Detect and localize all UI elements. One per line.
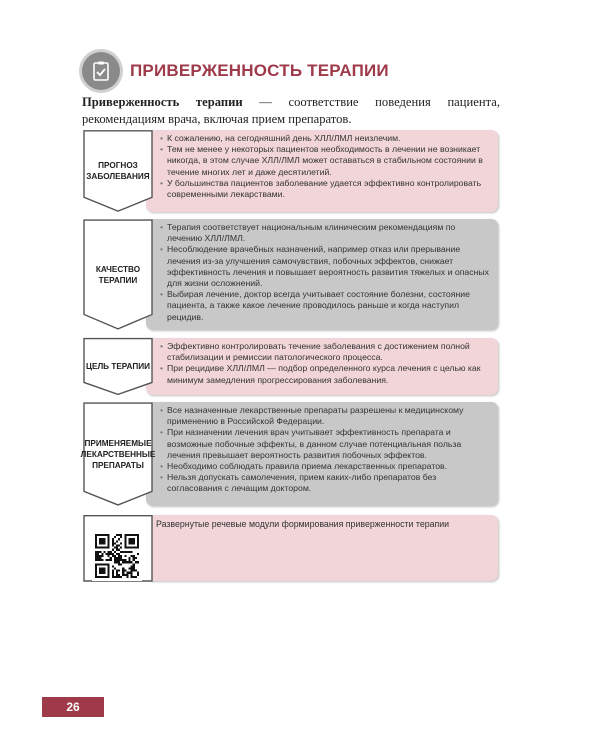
qr-module: [95, 555, 97, 557]
row-qr: [82, 515, 498, 581]
qr-module: [120, 559, 122, 561]
qr-module: [131, 574, 133, 576]
qr-module: [97, 551, 99, 553]
qr-module: [137, 561, 139, 563]
page-number: 26: [42, 697, 104, 717]
qr-module: [99, 557, 101, 559]
qr-module: [135, 576, 137, 578]
list-item: • Выбирая лечение, доктор всегда учитывает состояние болезни, состояние пациента, а также какое лечение проводилось раньше и когда наступил рецидив.: [160, 289, 490, 323]
qr-module: [133, 559, 135, 561]
qr-module: [129, 551, 131, 553]
list-item: • У большинства пациентов заболевание удается эффективно контролировать современными лекарствами.: [160, 178, 490, 200]
qr-module: [118, 538, 120, 540]
qr-module: [118, 576, 120, 578]
qr-module: [120, 536, 122, 538]
qr-module: [131, 576, 133, 578]
qr-module: [99, 555, 101, 557]
list-item: • К сожалению, на сегодняшний день ХЛЛ/ЛМЛ неизлечим.: [160, 133, 490, 144]
qr-module: [120, 576, 122, 578]
qr-module: [116, 557, 118, 559]
list-item: • Несоблюдение врачебных назначений, например отказ или прерывание лечения из-за улучшения самочувствия, побочных эффектов, снижает эффективность лечения и повышает вероятность развития тяжелых и опасных для жизни осложнений.: [160, 244, 490, 289]
qr-module: [118, 563, 120, 565]
qr-module: [110, 559, 112, 561]
qr-module: [116, 570, 118, 572]
qr-module: [133, 568, 135, 570]
qr-module: [116, 576, 118, 578]
qr-module: [116, 561, 118, 563]
qr-module: [112, 565, 114, 567]
label-line: ПРЕПАРАТЫ: [92, 460, 144, 470]
list-item: • Тем не менее у некоторых пациентов необходимость в лечении не возникает никогда, в этом случае ХЛЛ/ЛМЛ может оставаться в стабильном состоянии в течение многих лет и даже десятилетий.: [160, 144, 490, 178]
qr-module: [131, 568, 133, 570]
qr-module: [124, 559, 126, 561]
qr-module: [120, 534, 122, 536]
qr-module: [131, 570, 133, 572]
qr-module: [112, 574, 114, 576]
label-medications: [82, 402, 154, 506]
qr-module: [110, 551, 112, 553]
qr-module: [135, 570, 137, 572]
qr-module: [95, 551, 97, 553]
qr-module: [120, 557, 122, 559]
list-item: • Необходимо соблюдать правила приема лекарственных препаратов.: [160, 461, 490, 472]
qr-module: [118, 559, 120, 561]
qr-module: [116, 559, 118, 561]
qr-module: [129, 568, 131, 570]
qr-module: [112, 553, 114, 555]
qr-module: [137, 553, 139, 555]
qr-module: [116, 540, 118, 542]
page-title: ПРИВЕРЖЕННОСТЬ ТЕРАПИИ: [130, 61, 389, 80]
qr-module: [118, 570, 120, 572]
qr-module: [124, 555, 126, 557]
qr-module: [108, 555, 110, 557]
qr-module: [114, 547, 116, 549]
qr-module: [114, 536, 116, 538]
qr-module: [122, 570, 124, 572]
qr-module: [135, 557, 137, 559]
qr-module: [95, 557, 97, 559]
qr-module: [112, 538, 114, 540]
qr-module: [105, 559, 107, 561]
qr-module: [129, 557, 131, 559]
qr-module: [133, 563, 135, 565]
qr-module: [116, 553, 118, 555]
qr-module: [129, 572, 131, 574]
label-line: ПРИМЕНЯЕМЫЕ: [84, 438, 152, 448]
qr-module: [126, 572, 128, 574]
qr-module: [112, 570, 114, 572]
qr-module: [114, 559, 116, 561]
label-line: ПРОГНОЗ: [98, 161, 138, 170]
qr-module: [95, 559, 97, 561]
row-therapy-quality: [82, 219, 498, 330]
list-item: • Терапия соответствует национальным клиническим рекомендациям по лечению ХЛЛ/ЛМЛ.: [160, 222, 490, 244]
qr-module: [118, 549, 120, 551]
intro-term: Приверженность терапии: [82, 95, 243, 109]
qr-module: [103, 551, 105, 553]
qr-text-box: [146, 515, 498, 581]
qr-module: [116, 549, 118, 551]
row-medications: [82, 402, 498, 506]
qr-code-icon[interactable]: [92, 531, 142, 581]
qr-module: [116, 534, 118, 536]
qr-module: [131, 572, 133, 574]
qr-module: [129, 561, 131, 563]
qr-module: [97, 557, 99, 559]
qr-module: [124, 574, 126, 576]
qr-module: [120, 542, 122, 544]
qr-module: [124, 551, 126, 553]
label-line: КАЧЕСТВО: [95, 264, 141, 274]
qr-module: [133, 565, 135, 567]
qr-module: [120, 555, 122, 557]
intro-paragraph: [82, 94, 500, 128]
label-therapy-quality: [82, 219, 154, 330]
qr-module: [95, 553, 97, 555]
qr-module: [137, 574, 139, 576]
qr-module: [126, 576, 128, 578]
qr-module: [116, 574, 118, 576]
qr-module: [118, 544, 120, 546]
qr-module: [126, 551, 128, 553]
row-therapy-goal: [82, 338, 498, 395]
qr-module: [122, 574, 124, 576]
row-prognosis: [82, 130, 498, 212]
list-item: • Нельзя допускать самолечения, прием каких-либо препаратов без согласования с лечащим доктором.: [160, 472, 490, 494]
qr-module: [126, 561, 128, 563]
qr-module: [118, 553, 120, 555]
label-line: ЛЕКАРСТВЕННЫЕ: [80, 449, 156, 459]
qr-module: [110, 557, 112, 559]
qr-module: [114, 561, 116, 563]
qr-module: [120, 551, 122, 553]
qr-module: [133, 555, 135, 557]
qr-module: [133, 576, 135, 578]
qr-module: [108, 553, 110, 555]
qr-module: [114, 568, 116, 570]
qr-module: [118, 534, 120, 536]
list-item: • Эффективно контролировать течение заболевания с достижением полной стабилизации и ремиссии патологического процесса.: [160, 341, 490, 363]
qr-module: [120, 563, 122, 565]
qr-module: [114, 551, 116, 553]
qr-module: [126, 574, 128, 576]
qr-module: [131, 565, 133, 567]
qr-module: [101, 555, 103, 557]
qr-module: [135, 561, 137, 563]
qr-module: [118, 561, 120, 563]
qr-module: [116, 544, 118, 546]
qr-module: [112, 576, 114, 578]
qr-module: [114, 576, 116, 578]
qr-module: [112, 540, 114, 542]
qr-module: [114, 542, 116, 544]
qr-module: [114, 555, 116, 557]
qr-module: [108, 559, 110, 561]
qr-module: [112, 572, 114, 574]
qr-module: [99, 551, 101, 553]
qr-module: [124, 570, 126, 572]
qr-module: [112, 555, 114, 557]
qr-module: [122, 551, 124, 553]
qr-module: [133, 557, 135, 559]
list-item: • При рецидиве ХЛЛ/ЛМЛ — подбор определенного курса лечения с целью как минимум замедления прогрессирования заболевания.: [160, 363, 490, 385]
qr-module: [112, 542, 114, 544]
qr-module: [112, 549, 114, 551]
qr-module: [131, 555, 133, 557]
qr-module: [116, 572, 118, 574]
list-item: • При назначении лечения врач учитывает эффективность препарата и возможные побочные эффекты, в данном случае потенциальная польза лечения превышает вероятность развития побочных эффектов.: [160, 427, 490, 461]
qr-module: [118, 555, 120, 557]
qr-module: [122, 568, 124, 570]
qr-module: [110, 553, 112, 555]
qr-module: [124, 561, 126, 563]
therapy-goal-box: [146, 338, 498, 395]
qr-module: [118, 574, 120, 576]
qr-module: [101, 559, 103, 561]
qr-module: [108, 551, 110, 553]
label-line: ЗАБОЛЕВАНИЯ: [86, 172, 150, 181]
qr-module: [122, 559, 124, 561]
qr-module: [101, 553, 103, 555]
qr-module: [118, 557, 120, 559]
clipboard-check-icon: [82, 52, 120, 90]
qr-module: [105, 553, 107, 555]
list-item: • Все назначенные лекарственные препараты разрешены к медицинскому применению в Российской Федерации.: [160, 405, 490, 427]
section-header: [82, 48, 389, 94]
label-line: ЦЕЛЬ ТЕРАПИИ: [86, 362, 151, 371]
qr-module: [97, 559, 99, 561]
qr-module: [112, 544, 114, 546]
label-line: ТЕРАПИИ: [98, 275, 138, 285]
qr-module: [120, 547, 122, 549]
qr-module: [116, 547, 118, 549]
qr-module: [114, 557, 116, 559]
medications-box: [146, 402, 498, 506]
qr-module: [131, 551, 133, 553]
qr-caption: Развернутые речевые модули формирования приверженности терапии: [156, 519, 450, 529]
therapy-quality-box: [146, 219, 498, 330]
label-prognosis: [82, 130, 154, 212]
prognosis-box: [146, 130, 498, 212]
qr-module: [129, 559, 131, 561]
qr-module: [122, 572, 124, 574]
qr-module: [122, 561, 124, 563]
qr-module: [97, 555, 99, 557]
qr-module: [99, 559, 101, 561]
qr-module: [97, 553, 99, 555]
intro-text: — соответствие поведения пациента, рекомендациям врача, включая прием препаратов.: [82, 95, 500, 126]
qr-module: [131, 561, 133, 563]
label-therapy-goal: [82, 338, 154, 395]
qr-module: [137, 572, 139, 574]
qr-module: [133, 570, 135, 572]
